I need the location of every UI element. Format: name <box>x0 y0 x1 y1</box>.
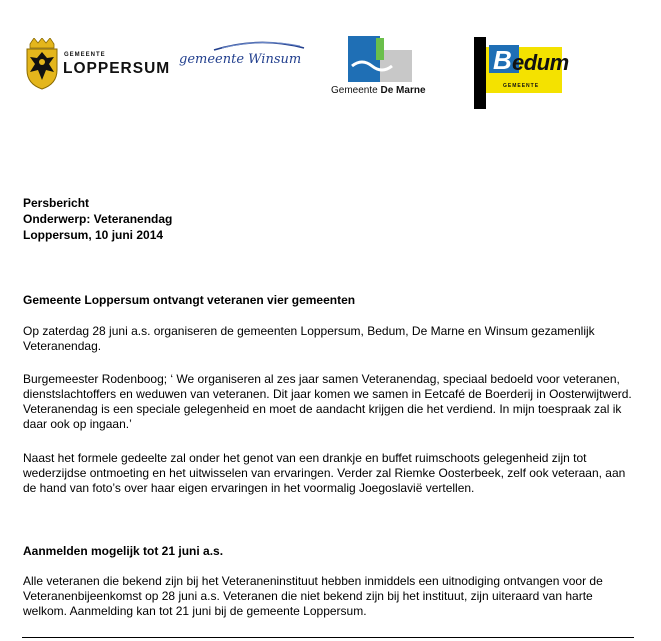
place-date-line: Loppersum, 10 juni 2014 <box>23 228 164 242</box>
demarne-name-text <box>331 85 426 96</box>
loppersum-name-text: LOPPERSUM <box>63 60 171 77</box>
paragraph-registration: Alle veteranen die bekend zijn bij het Veteraneninstituut hebben inmiddels een uitnodiging ontvangen voor de Veteranenbijeenkomst op 28 juni a.s. Veteranen die niet bekend zijn bij het instituut, zijn uiteraard van harte welkom. Aanmelding kan tot 21 juni bij de gemeente Loppersum. <box>23 574 603 618</box>
press-header <box>23 196 638 244</box>
logo-bedum <box>474 37 578 109</box>
logo-winsum <box>174 38 306 84</box>
subject-line: Onderwerp: Veteranendag <box>23 212 173 226</box>
headline: Gemeente Loppersum ontvangt veteranen vier gemeenten <box>23 293 356 307</box>
paragraph-program: Naast het formele gedeelte zal onder het genot van een drankje en buffet ruimschoots gelegenheid zijn tot wederzijdse ontmoeting en het uitwisselen van ervaringen. Verder zal Riemke Oosterbeek, zelf ook veteraan, aan de hand van foto’s over haar eigen ervaringen in het voormalig Joegoslavië vertellen. <box>23 451 626 495</box>
winsum-name-text: gemeente Winsum <box>179 52 302 67</box>
demarne-prefix: Gemeente <box>331 85 381 96</box>
bedum-sub-text: GEMEENTE <box>503 83 540 89</box>
subheading-registration: Aanmelden mogelijk tot 21 juni a.s. <box>23 544 224 558</box>
bedum-initial-letter: B <box>493 45 512 75</box>
bedum-name-text: edum <box>512 50 569 75</box>
loppersum-crest-icon <box>24 38 60 90</box>
paragraph-quote: Burgemeester Rodenboog; ‘ We organiseren al zes jaar samen Veteranendag, speciaal bedoeld voor veteranen, dienstslachtoffers en weduwen van veteranen. Dit jaar komen we samen in Eetcafé de Boerderij in Oosterwijtwerd. Veteranendag is een speciale gelegenheid en moet de aandacht krijgen die het verdiend. In mijn toespraak zal ik daar ook op ingaan.’ <box>23 372 632 431</box>
loppersum-small-text: GEMEENTE <box>64 52 106 58</box>
paragraph-intro: Op zaterdag 28 juni a.s. organiseren de gemeenten Loppersum, Bedum, De Marne en Winsum gezamenlijk Veteranendag. <box>23 324 595 353</box>
press-label: Persbericht <box>23 196 90 210</box>
logo-demarne <box>328 36 452 106</box>
demarne-bold: De Marne <box>380 85 426 96</box>
demarne-wave-icon <box>328 36 452 84</box>
logo-loppersum <box>24 38 171 90</box>
bottom-divider <box>22 637 634 638</box>
logo-bar <box>0 0 661 120</box>
